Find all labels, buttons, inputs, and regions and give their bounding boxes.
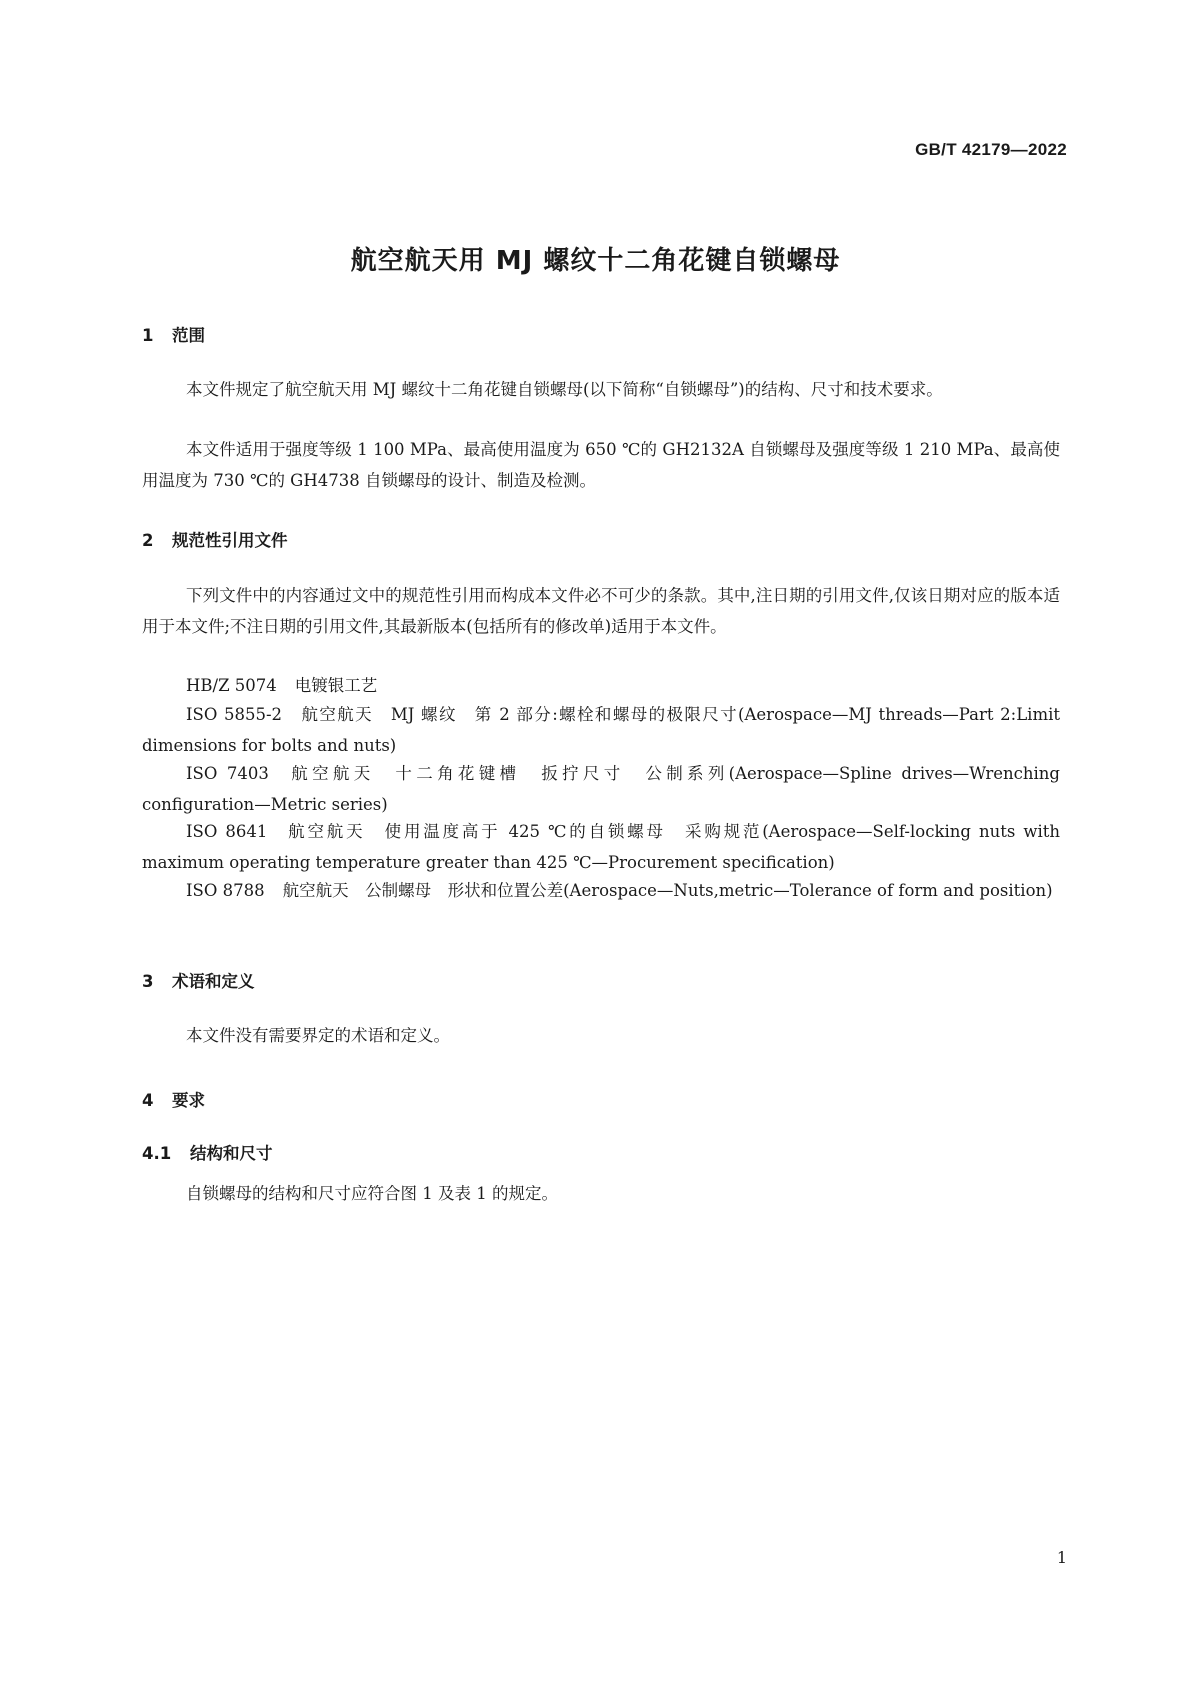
reference-item [142, 816, 1060, 878]
subsection-4-1-heading [142, 1140, 273, 1164]
section-3-heading [142, 968, 255, 992]
reference-code: ISO 5855-2 [186, 705, 283, 724]
reference-code: ISO 7403 [186, 764, 269, 783]
reference-item [142, 670, 1060, 701]
section-1-paragraph-1: 本文件规定了航空航天用 MJ 螺纹十二角花键自锁螺母(以下简称“自锁螺母”)的结构、尺寸和技术要求。 [186, 380, 943, 399]
reference-item [142, 699, 1060, 761]
reference-title: 电镀银工艺 [294, 676, 378, 695]
section-2-heading [142, 527, 288, 551]
reference-title: 航空航天 十二角花键槽 扳拧尺寸 公制系列(Aerospace—Spline drives—Wrenching configuration—Metric series) [142, 764, 1060, 814]
reference-code: HB/Z 5074 [186, 676, 277, 695]
subsection-number: 4.1 [142, 1144, 172, 1163]
section-title: 规范性引用文件 [172, 531, 288, 550]
section-1-paragraph-2: 本文件适用于强度等级 1 100 MPa、最高使用温度为 650 ℃的 GH2132A 自锁螺母及强度等级 1 210 MPa、最高使用温度为 730 ℃的 GH4738 自锁螺母的设计、制造及检测。 [142, 440, 1060, 490]
section-number: 4 [142, 1091, 154, 1110]
reference-code: ISO 8641 [186, 822, 268, 841]
document-title: 航空航天用 MJ 螺纹十二角花键自锁螺母 [350, 246, 841, 276]
reference-title: 航空航天 MJ 螺纹 第 2 部分:螺栓和螺母的极限尺寸(Aerospace—MJ threads—Part 2:Limit dimensions for bolts and nuts) [142, 705, 1060, 755]
section-title: 术语和定义 [172, 972, 255, 991]
reference-item [142, 758, 1060, 820]
section-number: 3 [142, 972, 154, 991]
reference-title: 航空航天 使用温度高于 425 ℃的自锁螺母 采购规范(Aerospace—Self-locking nuts with maximum operating temperature greater than 425 ℃—Procurement specification) [142, 822, 1060, 872]
section-number: 1 [142, 326, 154, 345]
section-title: 要求 [172, 1091, 205, 1110]
subsection-4-1-paragraph: 自锁螺母的结构和尺寸应符合图 1 及表 1 的规定。 [186, 1184, 558, 1203]
section-1-heading [142, 322, 205, 346]
reference-code: ISO 8788 [186, 881, 265, 900]
standard-number: GB/T 42179—2022 [915, 140, 1067, 159]
section-4-heading [142, 1087, 205, 1111]
reference-title: 航空航天 公制螺母 形状和位置公差(Aerospace—Nuts,metric—Tolerance of form and position) [282, 881, 1053, 900]
section-2-intro: 下列文件中的内容通过文中的规范性引用而构成本文件必不可少的条款。其中,注日期的引用文件,仅该日期对应的版本适用于本文件;不注日期的引用文件,其最新版本(包括所有的修改单)适用于本文件。 [142, 586, 1060, 636]
reference-item [142, 875, 1060, 906]
section-title: 范围 [172, 326, 205, 345]
section-number: 2 [142, 531, 154, 550]
page-number: 1 [1056, 1548, 1067, 1567]
section-3-paragraph: 本文件没有需要界定的术语和定义。 [186, 1026, 450, 1045]
subsection-title: 结构和尺寸 [190, 1144, 273, 1163]
